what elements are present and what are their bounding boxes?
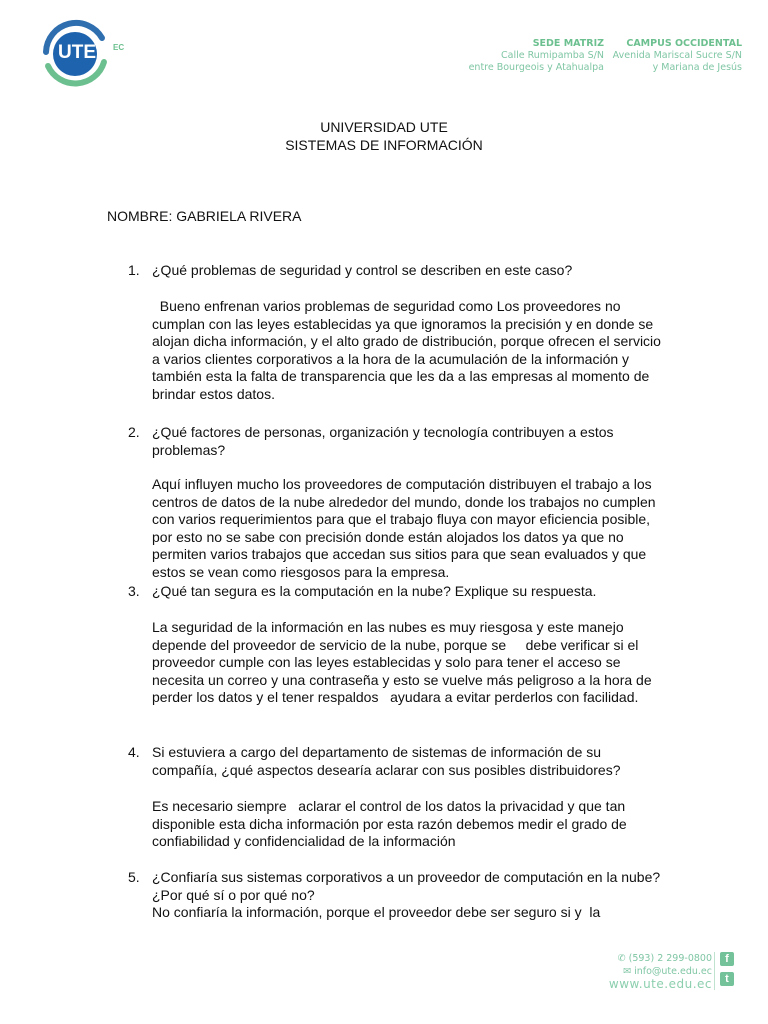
- sede-title: SEDE MATRIZ: [532, 38, 604, 49]
- footer-website[interactable]: www.ute.edu.ec: [608, 977, 712, 991]
- campus-line1: Avenida Mariscal Sucre S/N: [612, 50, 742, 61]
- logo-suffix: EC: [113, 43, 125, 52]
- ute-logo: [40, 18, 130, 90]
- student-name: NOMBRE: GABRIELA RIVERA: [107, 208, 302, 224]
- question-2: [128, 424, 668, 459]
- question-text: Si estuviera a cargo del departamento de sistemas de información de su compañía, ¿qué aspectos desearía aclarar con sus posibles distribuidores?: [152, 744, 621, 778]
- question-number: 5.: [128, 869, 140, 885]
- question-1: [128, 262, 668, 280]
- mail-icon: ✉: [623, 966, 632, 977]
- title-line2: SISTEMAS DE INFORMACIÓN: [285, 137, 483, 153]
- question-text: ¿Qué factores de personas, organización y tecnología contribuyen a estos problemas?: [152, 424, 614, 458]
- answer-5: No confiaría la información, porque el proveedor debe ser seguro si y la: [152, 904, 601, 920]
- question-number: 2.: [128, 424, 140, 440]
- campus-line2: y Mariana de Jesús: [652, 62, 742, 73]
- question-text: ¿Qué tan segura es la computación en la nube? Explique su respuesta.: [152, 583, 597, 599]
- footer-phone: (593) 2 299-0800: [628, 953, 712, 964]
- question-text: ¿Confiaría sus sistemas corporativos a un proveedor de computación en la nube? ¿Por qué sí o por qué no?: [152, 869, 661, 903]
- question-number: 4.: [128, 744, 140, 760]
- answer-4: Es necesario siempre aclarar el control de los datos la privacidad y que tan disponible esta dicha información por esta razón debemos medir el grado de confiabilidad y confidencialidad de la información: [152, 798, 631, 849]
- footer-divider: [714, 952, 715, 990]
- question-3: [128, 583, 668, 601]
- campus-occidental-block: [613, 38, 742, 74]
- title-line1: UNIVERSIDAD UTE: [320, 119, 448, 135]
- twitter-icon[interactable]: t: [720, 972, 734, 986]
- answer-3: La seguridad de la información en las nubes es muy riesgosa y este manejo depende del proveedor de servicio de la nube, porque se debe verificar si el proveedor cumple con las leyes establecidas y solo para tener el acceso se necesita un correo y una contraseña y esto se vuelve más peligroso a la hora de perder los datos y el tener respaldos ayudara a evitar perderlos con facilidad.: [152, 619, 656, 705]
- footer-email[interactable]: info@ute.edu.ec: [634, 966, 712, 977]
- campus-title: CAMPUS OCCIDENTAL: [626, 38, 742, 49]
- facebook-icon[interactable]: f: [720, 952, 734, 966]
- phone-icon: ✆: [617, 953, 626, 964]
- question-5: [128, 869, 668, 904]
- logo-text: UTE: [58, 42, 96, 63]
- question-text: ¿Qué problemas de seguridad y control se describen en este caso?: [152, 262, 573, 278]
- sede-matriz-block: [469, 38, 604, 74]
- sede-line2: entre Bourgeois y Atahualpa: [468, 62, 604, 73]
- document-title: [0, 118, 768, 154]
- question-number: 3.: [128, 583, 140, 599]
- sede-line1: Calle Rumipamba S/N: [500, 50, 604, 61]
- answer-2: Aquí influyen mucho los proveedores de computación distribuyen el trabajo a los centros de datos de la nube alrededor del mundo, donde los trabajos no cumplen con varios requerimientos para que el trabajo fluya con mayor eficiencia posible, por esto no se sabe con precisión donde están alojados los datos ya que no permiten varios trabajos que accedan sus sitios para que sean evaluados y que estos se vean como riesgosos para la empresa.: [152, 476, 656, 580]
- social-icons: [720, 952, 736, 992]
- answer-1: Bueno enfrenan varios problemas de seguridad como Los proveedores no cumplan con las leyes establecidas ya que ignoramos la precisión y en donde se alojan dicha información, y el alto grado de distribución, porque ofrecen el servicio a varios clientes corporativos a la hora de la acumulación de la información y también esta la falta de transparencia que les da a las empresas al momento de brindar estos datos.: [152, 298, 665, 402]
- question-4: [128, 744, 668, 779]
- question-number: 1.: [128, 262, 140, 278]
- footer-contact: [609, 952, 712, 991]
